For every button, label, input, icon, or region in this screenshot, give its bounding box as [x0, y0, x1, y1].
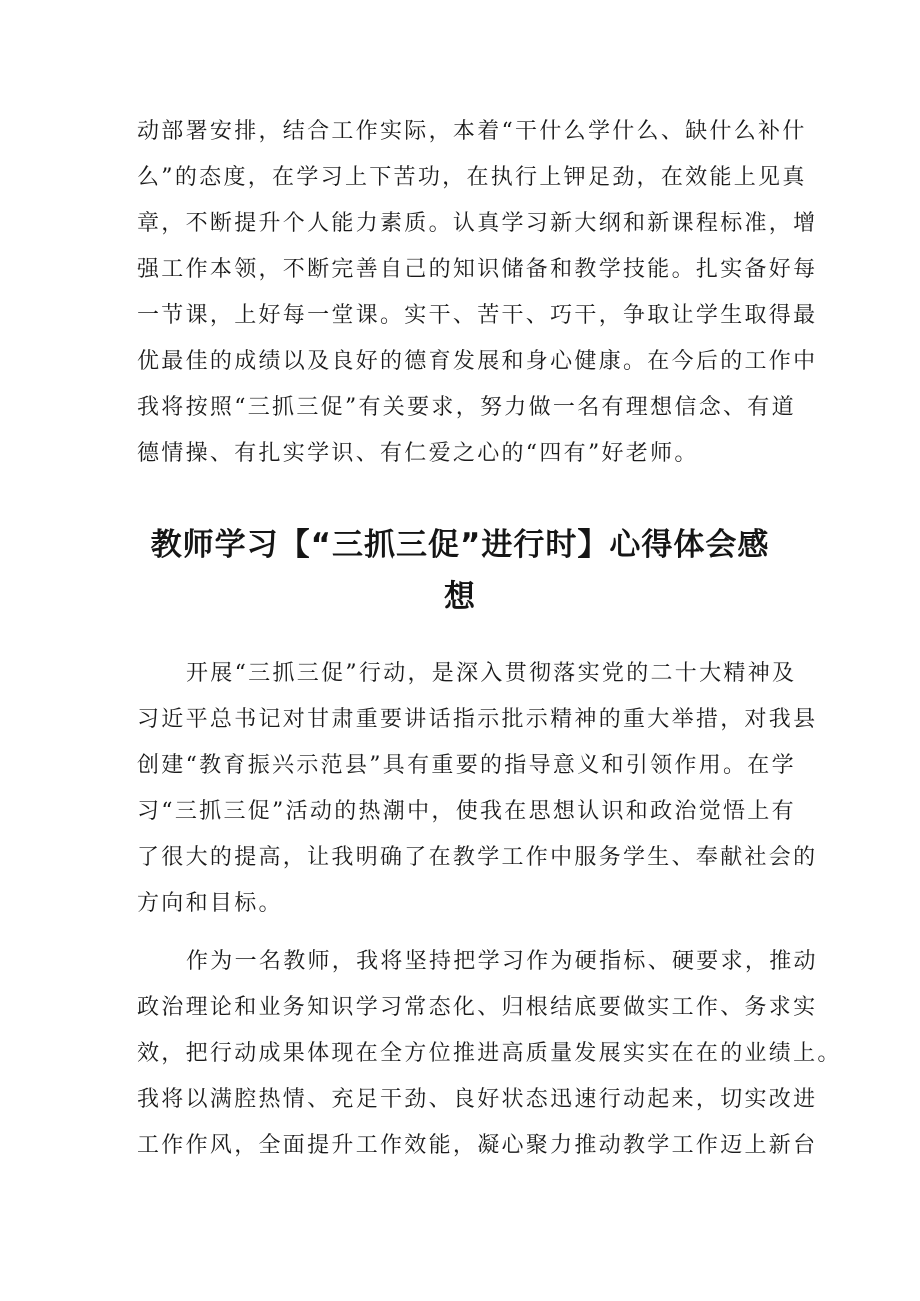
paragraph-line: 么”的态度，在学习上下苦功，在执行上钾足劲，在效能上见真 — [137, 165, 807, 190]
paragraph-line: 开展“三抓三促”行动，是深入贯彻落实党的二十大精神及 — [186, 661, 797, 686]
paragraph-line: 习近平总书记对甘肃重要讲话指示批示精神的重大举措，对我县 — [137, 707, 818, 732]
paragraph-line: 政治理论和业务知识学习常态化、归根结底要做实工作、务求实 — [137, 995, 818, 1020]
paragraph-line: 我将以满腔热情、充足干劲、良好状态迅速行动起来，切实改进 — [137, 1087, 818, 1112]
title-line: 想 — [444, 579, 476, 615]
paragraph-line: 工作作风，全面提升工作效能，凝心聚力推动教学工作迈上新台 — [137, 1133, 818, 1158]
paragraph-line: 方向和目标。 — [137, 891, 283, 916]
paragraph-line: 我将按照“三抓三促”有关要求，努力做一名有理想信念、有道 — [137, 395, 796, 420]
paragraph-line: 创建“教育振兴示范县”具有重要的指导意义和引领作用。在学 — [137, 753, 796, 778]
paragraph-line: 了很大的提高，让我明确了在教学工作中服务学生、奉献社会的 — [137, 845, 818, 870]
paragraph-line: 作为一名教师，我将坚持把学习作为硬指标、硬要求，推动 — [186, 949, 818, 974]
paragraph-line: 德情操、有扎实学识、有仁爱之心的“四有”好老师。 — [137, 441, 699, 466]
title-line: 教师学习【“三抓三促”进行时】心得体会感 — [150, 527, 770, 563]
paragraph-line: 习“三抓三促”活动的热潮中，使我在思想认识和政治觉悟上有 — [137, 799, 796, 824]
paragraph-line: 效，把行动成果体现在全方位推进高质量发展实实在在的业绩上。 — [137, 1041, 842, 1066]
paragraph-line: 章，不断提升个人能力素质。认真学习新大纲和新课程标准，增 — [137, 211, 818, 236]
paragraph-line: 动部署安排，结合工作实际，本着“干什么学什么、缺什么补什 — [137, 119, 807, 144]
paragraph-line: 优最佳的成绩以及良好的德育发展和身心健康。在今后的工作中 — [137, 349, 818, 374]
paragraph-line: 一节课，上好每一堂课。实干、苦干、巧干，争取让学生取得最 — [137, 303, 818, 328]
paragraph-line: 强工作本领，不断完善自己的知识储备和教学技能。扎实备好每 — [137, 257, 818, 282]
